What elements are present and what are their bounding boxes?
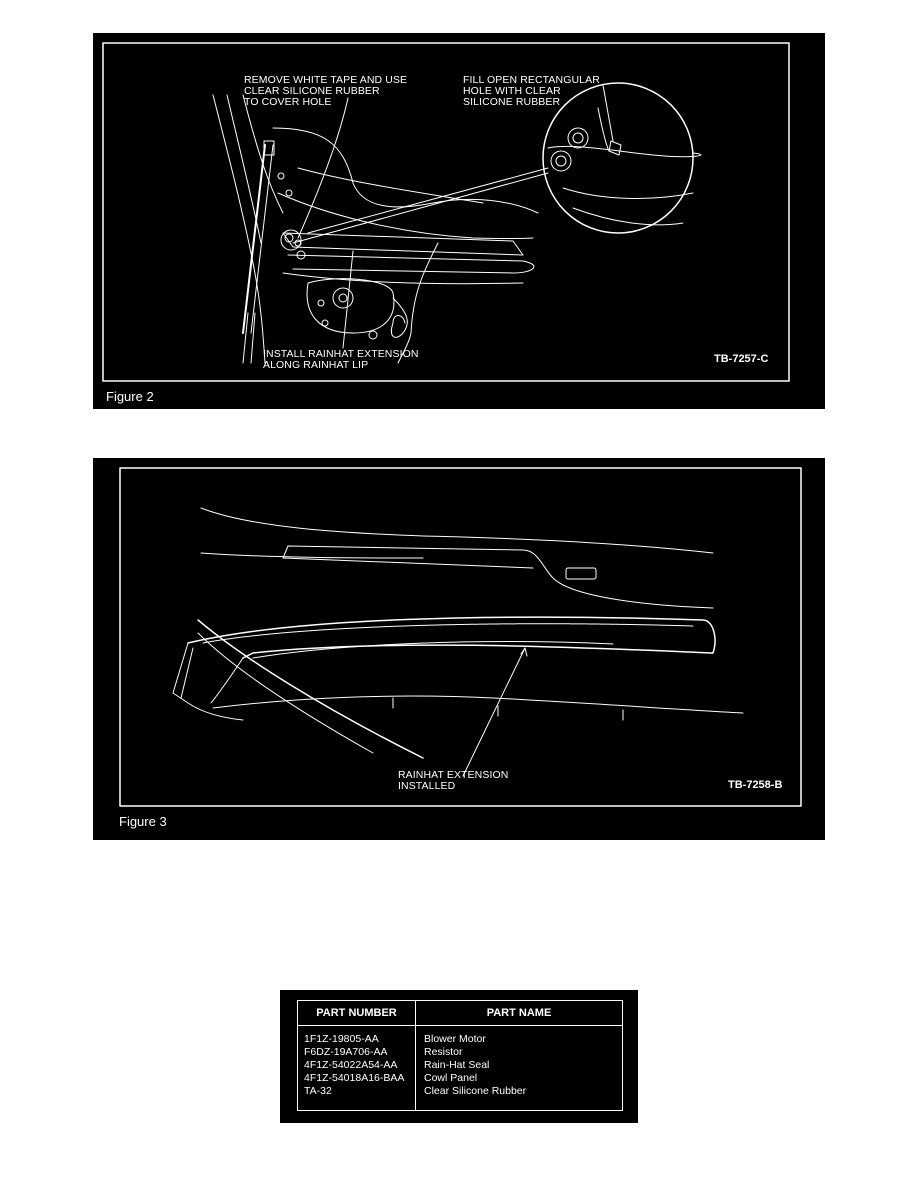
part-number: 1F1Z-19805-AA [304,1033,379,1045]
leader-tape [298,98,348,238]
part-number: 4F1Z-54018A16-BAA [304,1072,405,1084]
parts-table-panel [280,990,638,1123]
header-part-number: PART NUMBER [316,1007,397,1019]
rectangular-hole [609,141,621,155]
leader-fill [603,85,613,141]
left-flap [173,643,243,720]
magnified-bolt-lower [551,151,571,171]
cowl-edge [283,546,713,608]
part-number: TA-32 [304,1085,332,1097]
bolt [278,173,284,179]
cowl-upper-edge [273,128,538,213]
magnified-bolt-upper [568,128,588,148]
hood-edge-line [213,95,265,363]
part-name: Clear Silicone Rubber [424,1085,527,1097]
figure-caption: Figure 3 [119,814,167,829]
header-part-name: PART NAME [486,1007,552,1019]
callout-install-extension: INSTALL RAINHAT EXTENSION ALONG RAINHAT LIP [263,348,419,371]
figure-3 [93,458,825,840]
part-number-column [304,1033,404,1098]
figure-3-frame [120,468,801,806]
callout-remove-tape: REMOVE WHITE TAPE AND USE CLEAR SILICONE RUBBER TO COVER HOLE [244,74,408,108]
callout-fill-hole: FILL OPEN RECTANGULAR HOLE WITH CLEAR SILICONE RUBBER [463,74,600,108]
figure-2-frame [103,43,789,381]
callout-extension-installed: RAINHAT EXTENSION INSTALLED [398,769,509,792]
blower-motor-hub [333,288,353,308]
wiper-arm [198,620,423,758]
cowl-slot [566,568,596,579]
part-number: F6DZ-19A706-AA [304,1046,388,1058]
figure-caption: Figure 2 [106,389,154,404]
part-name-column [424,1033,526,1098]
figure-code: TB-7258-B [728,779,783,791]
parts-table [297,1000,623,1111]
part-name: Resistor [424,1046,463,1058]
figure-2 [93,33,825,409]
part-number: 4F1Z-54022A54-AA [304,1059,398,1071]
wire-harness [398,243,438,363]
part-name: Blower Motor [424,1033,486,1045]
leader-installed [463,648,525,776]
figure-code: TB-7257-C [714,353,769,365]
header-divider [298,1025,622,1026]
body-contour [201,508,713,553]
part-name: Rain-Hat Seal [424,1059,490,1071]
part-name: Cowl Panel [424,1072,478,1084]
rainhat-extension [188,617,715,658]
